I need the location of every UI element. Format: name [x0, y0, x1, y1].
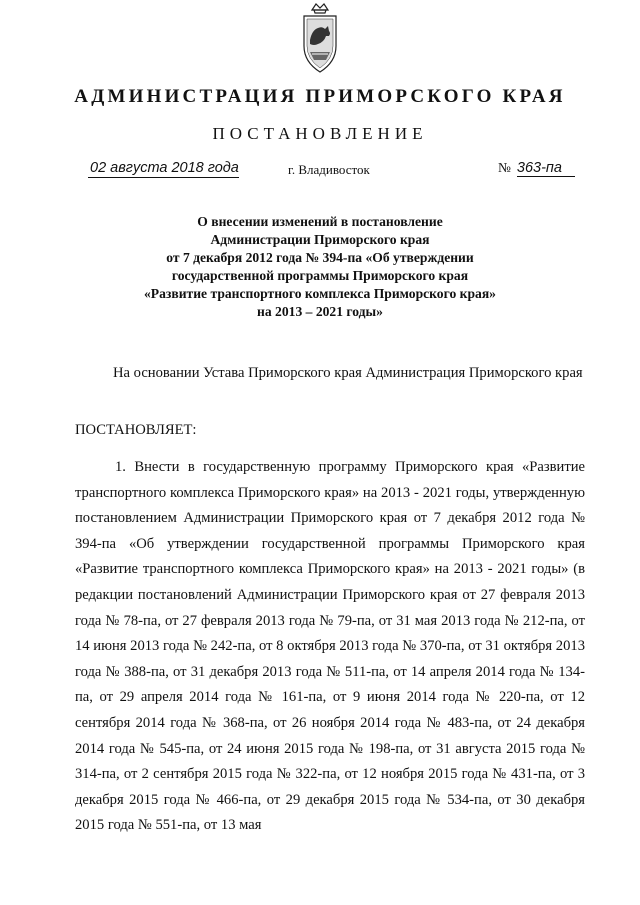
title-line: «Развитие транспортного комплекса Приморского края» — [144, 286, 496, 301]
document-number-prefix: № — [498, 160, 511, 175]
title-line: государственной программы Приморского края — [171, 268, 469, 283]
title-line: О внесении изменений в постановление — [197, 214, 443, 229]
document-type: ПОСТАНОВЛЕНИЕ — [212, 124, 428, 143]
document-number-value: 363-па — [517, 160, 575, 177]
document-city: г. Владивосток — [288, 162, 370, 177]
document-title — [80, 213, 560, 321]
organization-name: АДМИНИСТРАЦИЯ ПРИМОРСКОГО КРАЯ — [74, 86, 566, 107]
document-number — [498, 160, 575, 177]
document-date — [90, 160, 239, 176]
coat-of-arms-emblem — [298, 2, 342, 78]
date-underline — [88, 177, 239, 178]
document-date-value: 02 августа 2018 года — [90, 160, 239, 176]
title-line: Администрации Приморского края — [210, 232, 430, 247]
item-1-paragraph: 1. Внести в государственную программу Приморского края «Развитие транспортного комплекса Приморского края» на 2013 - 2021 годы, утвержденную постановлением Администрации Приморского края от 7 декабря 2012 года № 394-па «Об утверждении государственной программы Приморского края «Развитие транспортного комплекса Приморского края» на 2013 - 2021 годы» (в редакции постановлений Администрации Приморского края от 27 февраля 2013 года № 78-па, от 27 февраля 2013 года № 79-па, от 31 мая 2013 года № 212-па, от 14 июня 2013 года № 242-па, от 8 октября 2013 года № 370-па, от 31 октября 2013 года № 388-па, от 31 декабря 2013 года № 511-па, от 14 апреля 2014 года № 134-па, от 29 апреля 2014 года № 161-па, от 9 июня 2014 года № 220-па, от 12 сентября 2014 года № 368-па, от 26 ноября 2014 года № 483-па, от 24 декабря 2014 года № 545-па, от 24 июня 2015 года № 198-па, от 31 августа 2015 года № 314-па, от 2 сентября 2015 года № 322-па, от 12 ноября 2015 года № 431-па, от 3 декабря 2015 года № 466-па, от 29 декабря 2015 года № 534-па, от 30 декабря 2015 года № 551-па, от 13 мая — [75, 459, 585, 834]
title-line: на 2013 – 2021 годы» — [257, 304, 383, 319]
resolves-heading: ПОСТАНОВЛЯЕТ: — [75, 422, 197, 438]
title-line: от 7 декабря 2012 года № 394-па «Об утверждении — [166, 250, 474, 265]
basis-paragraph: На основании Устава Приморского края Администрация Приморского края — [113, 365, 583, 381]
